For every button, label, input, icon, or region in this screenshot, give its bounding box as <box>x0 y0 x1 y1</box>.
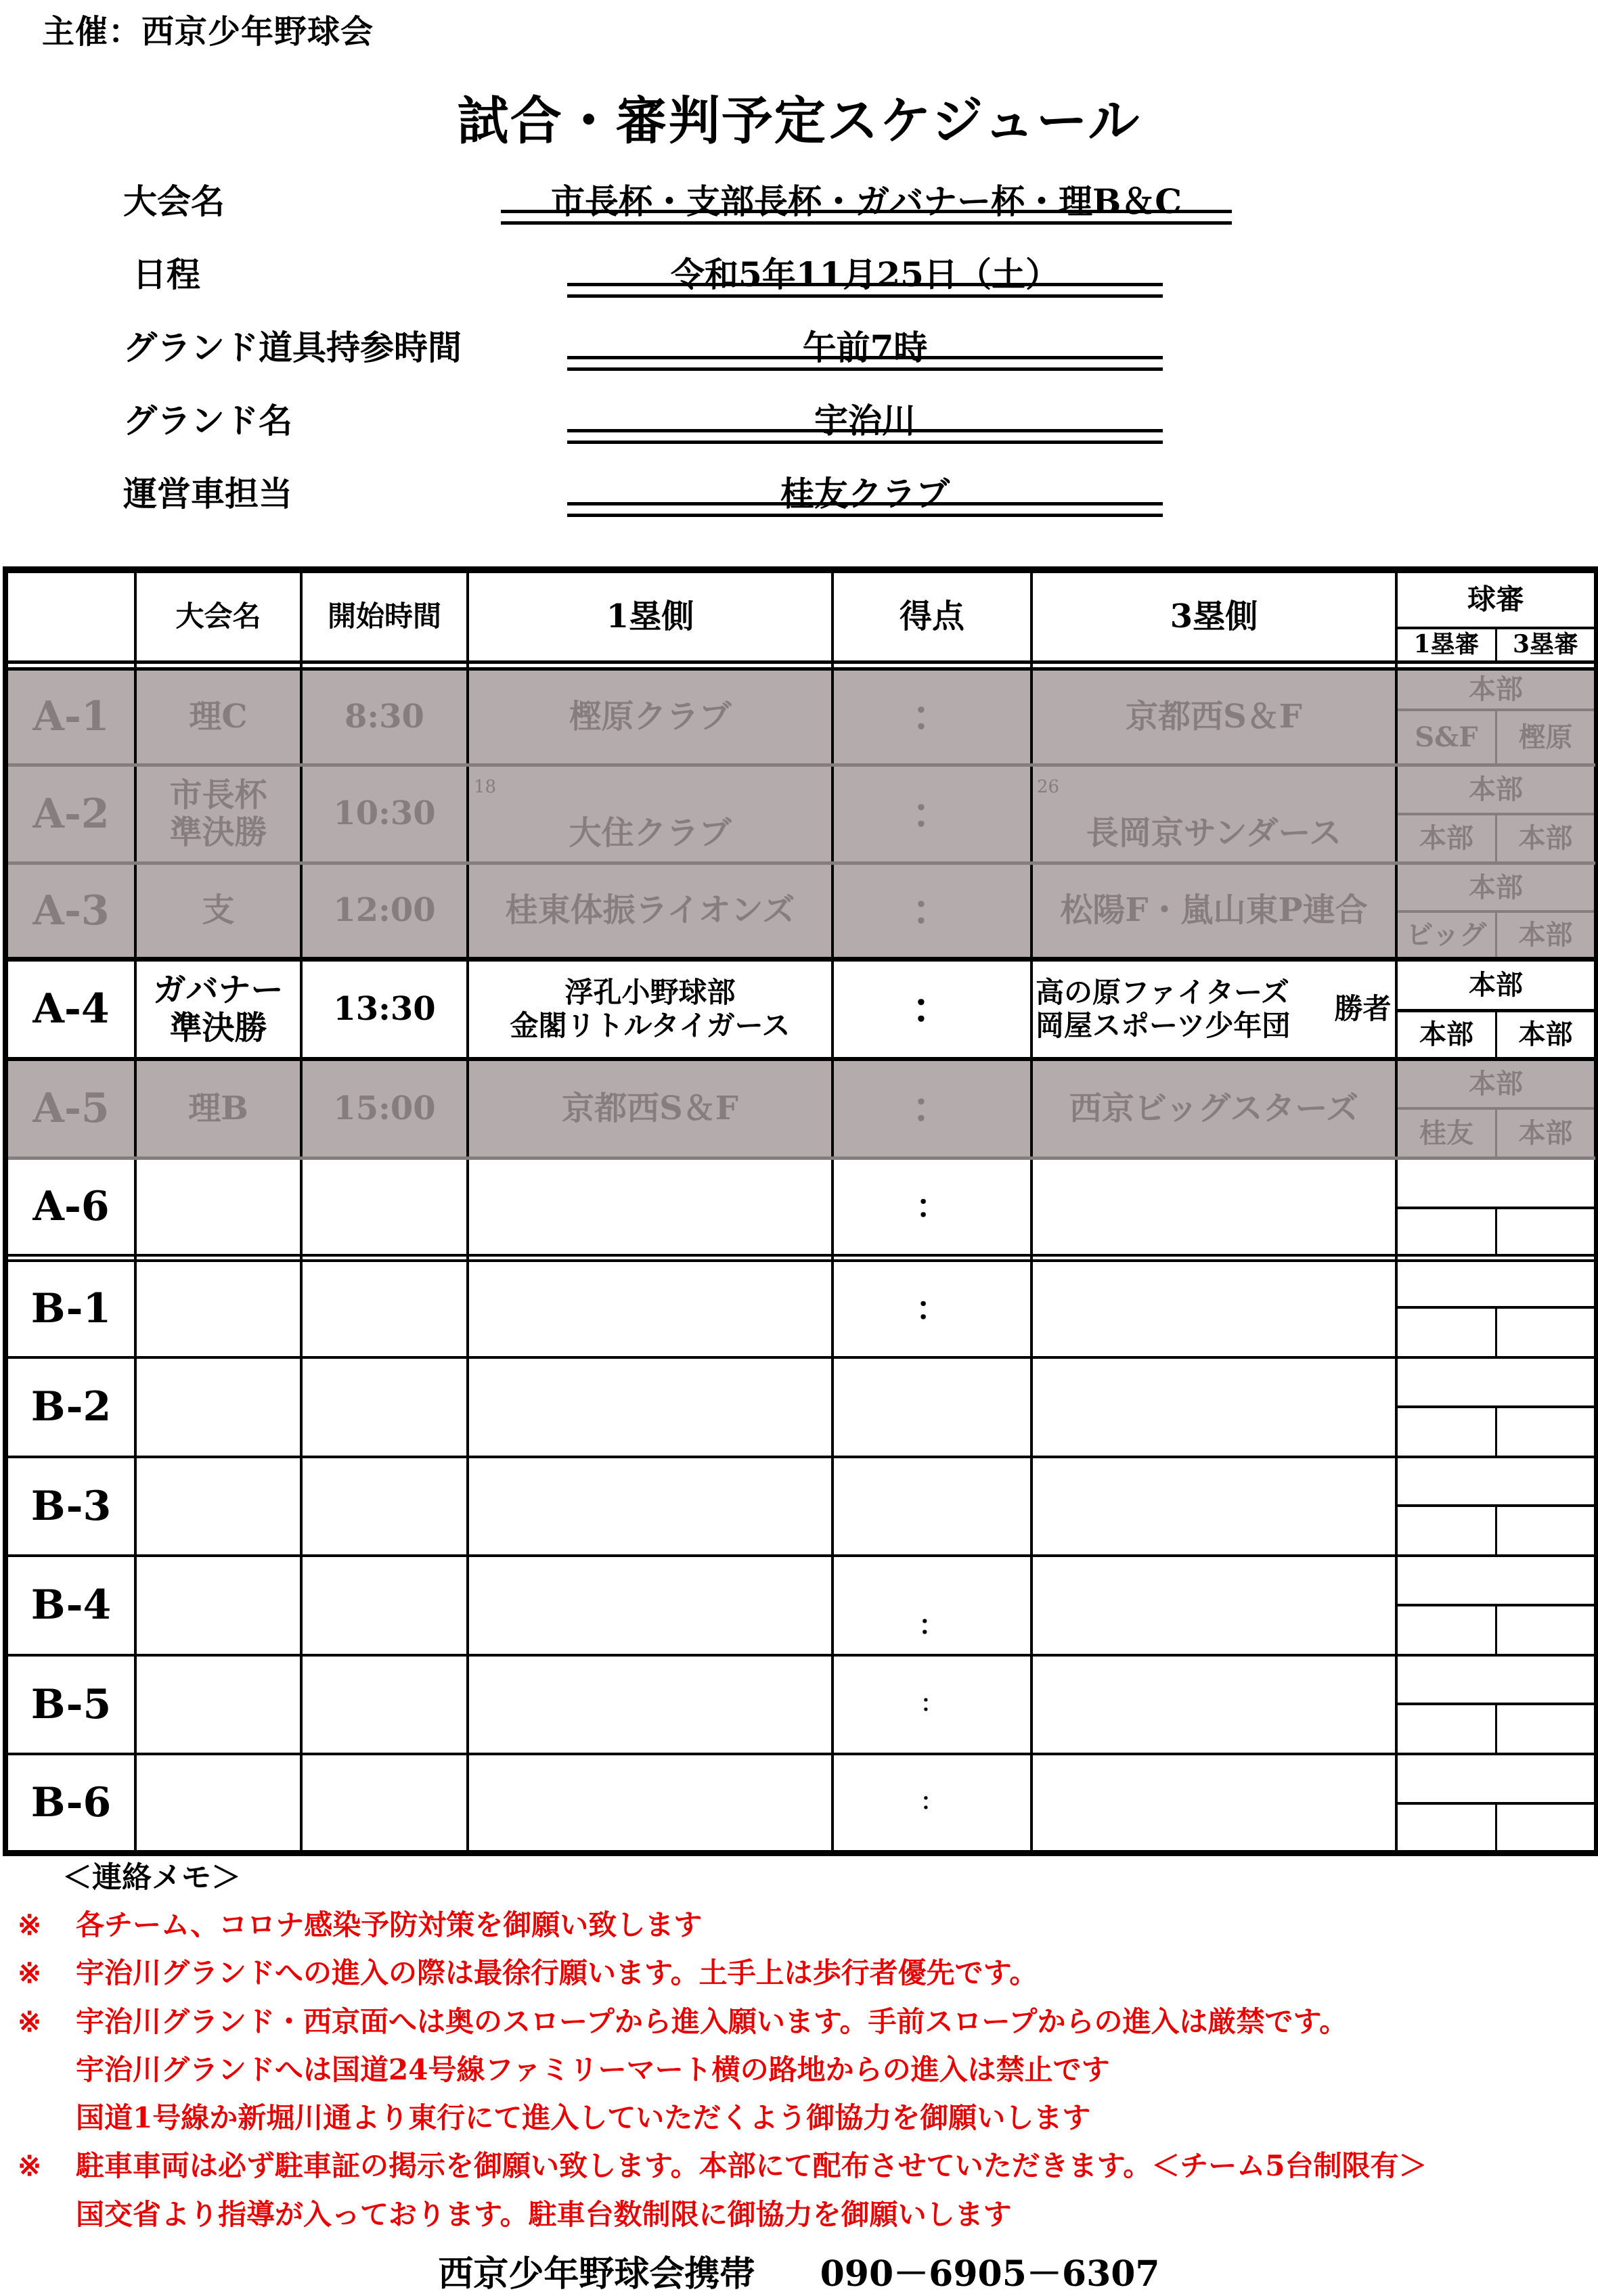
underline <box>567 429 1163 444</box>
plate-umpire: 本部 <box>1469 871 1523 903</box>
tournament-line1: 市長杯 <box>169 775 267 814</box>
third-base-umpire: 本部 <box>1518 1117 1573 1149</box>
first-base-team <box>469 962 831 1057</box>
first-base-umpire: S&F <box>1415 721 1478 753</box>
game-id: A-3 <box>32 886 110 935</box>
score-cell[interactable]: ： <box>915 1289 948 1328</box>
team-option-2: 金閣リトルタイガース <box>510 1008 791 1042</box>
underline <box>567 356 1163 371</box>
reference-mark-icon: ※ <box>18 1908 42 1941</box>
third-base-team <box>1033 962 1344 1057</box>
ground-label: グランド名 <box>123 401 292 441</box>
third-base-umpire: 本部 <box>1518 1018 1573 1050</box>
tournament-cell <box>137 962 300 1057</box>
score-cell[interactable]: ： <box>912 985 952 1033</box>
tournament-cell: 理B <box>188 1089 248 1127</box>
plate-umpire: 本部 <box>1469 773 1523 805</box>
row-divider <box>3 1259 1598 1262</box>
first-base-team: 樫原クラブ <box>569 697 732 736</box>
game-id: B-5 <box>30 1680 112 1728</box>
row-divider <box>3 1356 1598 1359</box>
reference-mark-icon: ※ <box>18 1956 42 1989</box>
game-id: B-1 <box>30 1285 112 1332</box>
game-id: B-2 <box>30 1383 112 1431</box>
memo-line <box>18 2144 1427 2184</box>
reference-mark-icon: ※ <box>18 2149 42 2182</box>
umpire-divider <box>1495 1606 1497 1654</box>
game-id: A-2 <box>32 790 110 838</box>
score-cell[interactable]: ： <box>920 1788 944 1816</box>
start-time-cell: 12:00 <box>333 891 436 930</box>
row-divider <box>3 1654 1598 1657</box>
third-base-team: 長岡京サンダース <box>1086 813 1342 852</box>
first-base-umpire: 桂友 <box>1419 1117 1473 1149</box>
memo-line <box>18 2000 1348 2040</box>
start-time-cell: 8:30 <box>345 697 424 736</box>
header-start-time: 開始時間 <box>327 600 441 633</box>
first-base-team: 京都西S＆F <box>562 1089 738 1127</box>
memo-line: 国道1号線か新堀川通より東行にて進入していただくよう御協力を御願いします <box>76 2101 1091 2134</box>
tournament-line2: 準決勝 <box>169 1008 267 1047</box>
memo-title: ＜連絡メモ＞ <box>62 1860 241 1895</box>
tournament-cell <box>137 767 300 861</box>
contact-line <box>0 2245 1598 2296</box>
score-cell[interactable]: ： <box>912 1085 952 1132</box>
umpire-divider <box>1495 1705 1497 1753</box>
reference-mark-icon: ※ <box>18 2005 42 2038</box>
score-cell[interactable]: ： <box>915 1187 948 1225</box>
row-divider <box>3 1254 1598 1257</box>
date-label: 日程 <box>133 254 200 294</box>
third-base-umpire: 本部 <box>1518 822 1573 854</box>
tournament-cell: 支 <box>202 891 235 930</box>
umpire-divider <box>1495 1507 1497 1554</box>
ground-value: 宇治川 <box>814 401 916 441</box>
team-option-1: 浮孔小野球部 <box>564 976 736 1010</box>
page-title: 試合・審判予定スケジュール <box>457 91 1141 151</box>
memo-line: 国交省より指導が入っております。駐車台数制限に御協力を御願いします <box>76 2198 1012 2231</box>
score-cell[interactable] <box>834 1359 1030 1456</box>
header-first-base-umpire: 1塁審 <box>1413 630 1480 659</box>
header-first-base-side: 1塁側 <box>606 597 694 635</box>
plate-umpire: 本部 <box>1469 1068 1523 1100</box>
header-divider <box>3 660 1598 664</box>
underline <box>567 502 1163 517</box>
third-base-team: 松陽F・嵐山東P連合 <box>1060 891 1368 930</box>
tournament-label: 大会名 <box>123 181 225 221</box>
winner-note: 勝者 <box>1334 992 1392 1026</box>
first-base-umpire: 本部 <box>1419 822 1473 854</box>
plate-umpire: 本部 <box>1469 673 1523 705</box>
umpire-divider <box>1495 1408 1497 1456</box>
seed-number: 26 <box>1037 777 1060 797</box>
memo-text: 宇治川グランド・西京面へは奥のスロープから進入願います。手前スロープからの進入は厳禁です。 <box>76 2005 1348 2038</box>
row-divider <box>3 1554 1598 1557</box>
game-id: A-6 <box>32 1183 110 1230</box>
tournament-cell: 理C <box>189 697 248 736</box>
operations-value: 桂友クラブ <box>780 474 950 514</box>
first-base-umpire: ビッグ <box>1406 918 1487 951</box>
underline <box>501 210 1232 225</box>
memo-line <box>18 1951 1038 1991</box>
first-base-team: 大住クラブ <box>569 813 732 852</box>
contact-label: 西京少年野球会携帯 <box>438 2253 755 2295</box>
first-base-team: 桂東体振ライオンズ <box>505 891 795 930</box>
plate-umpire: 本部 <box>1469 969 1523 1001</box>
game-id: B-4 <box>30 1581 112 1629</box>
table-border-top <box>3 566 1598 573</box>
row-divider <box>3 957 1598 962</box>
row-divider <box>3 1456 1598 1458</box>
score-cell[interactable]: ： <box>912 886 952 935</box>
tournament-value: 市長杯・支部長杯・ガバナー杯・理B＆C <box>550 181 1182 221</box>
start-time-cell: 15:00 <box>333 1089 436 1127</box>
third-base-umpire: 本部 <box>1518 918 1573 951</box>
header-plate-umpire: 球審 <box>1467 583 1524 616</box>
umpire-divider <box>1495 1805 1497 1850</box>
row-divider <box>8 1156 1595 1160</box>
header-tournament: 大会名 <box>175 600 261 633</box>
memo-text: 宇治川グランドへの進入の際は最徐行願います。土手上は歩行者優先です。 <box>76 1956 1038 1989</box>
equipment-time-value: 午前7時 <box>802 328 928 367</box>
header-third-base-umpire: 3塁審 <box>1512 630 1579 659</box>
game-id: A-4 <box>32 985 110 1033</box>
third-base-team: 京都西S＆F <box>1126 697 1302 736</box>
start-time-cell: 10:30 <box>333 794 436 833</box>
umpire-divider <box>1495 1309 1497 1356</box>
umpire-divider <box>1495 1209 1497 1254</box>
score-cell[interactable]: ： <box>920 1690 944 1718</box>
header-third-base-side: 3塁側 <box>1170 597 1258 635</box>
seed-number: 18 <box>474 777 497 797</box>
memo-line <box>18 1903 702 1943</box>
tournament-line1: ガバナー <box>153 971 284 1010</box>
table-border-bottom <box>3 1850 1598 1856</box>
game-id: A-1 <box>32 693 110 740</box>
game-id: B-6 <box>30 1778 112 1826</box>
team-option-1: 高の原ファイターズ <box>1036 976 1290 1010</box>
score-cell[interactable]: ： <box>912 790 952 838</box>
third-base-team: 西京ビッグスターズ <box>1069 1089 1359 1127</box>
operations-label: 運営車担当 <box>123 474 292 514</box>
tournament-line2: 準決勝 <box>169 813 267 851</box>
organizer: 主催：西京少年野球会 <box>42 13 374 51</box>
start-time-cell: 13:30 <box>333 989 436 1028</box>
underline <box>567 283 1163 298</box>
memo-text: 駐車車両は必ず駐車証の掲示を御願い致します。本部にて配布させていただきます。＜チーム5台制限有＞ <box>76 2149 1427 2182</box>
score-cell[interactable]: ： <box>912 693 952 740</box>
equipment-time-label: グランド道具持参時間 <box>123 328 462 367</box>
table-border-right <box>1594 566 1598 1856</box>
game-id: B-3 <box>30 1482 112 1530</box>
memo-text: 各チーム、コロナ感染予防対策を御願い致します <box>76 1908 703 1941</box>
date-value: 令和5年11月25日（土） <box>671 254 1059 294</box>
row-divider <box>3 1753 1598 1755</box>
third-base-umpire: 樫原 <box>1518 721 1573 753</box>
score-cell[interactable] <box>834 1458 1030 1554</box>
game-id: A-5 <box>32 1085 110 1132</box>
score-cell[interactable]: ： <box>918 1608 946 1641</box>
team-option-2: 岡屋スポーツ少年団 <box>1036 1008 1291 1042</box>
header-score: 得点 <box>899 597 964 635</box>
contact-phone[interactable]: 090－6905－6307 <box>820 2253 1160 2295</box>
memo-line: 宇治川グランドへは国道24号線ファミリーマート横の路地からの進入は禁止です <box>76 2053 1110 2086</box>
table-border-left <box>3 566 8 1856</box>
first-base-umpire: 本部 <box>1419 1018 1473 1050</box>
